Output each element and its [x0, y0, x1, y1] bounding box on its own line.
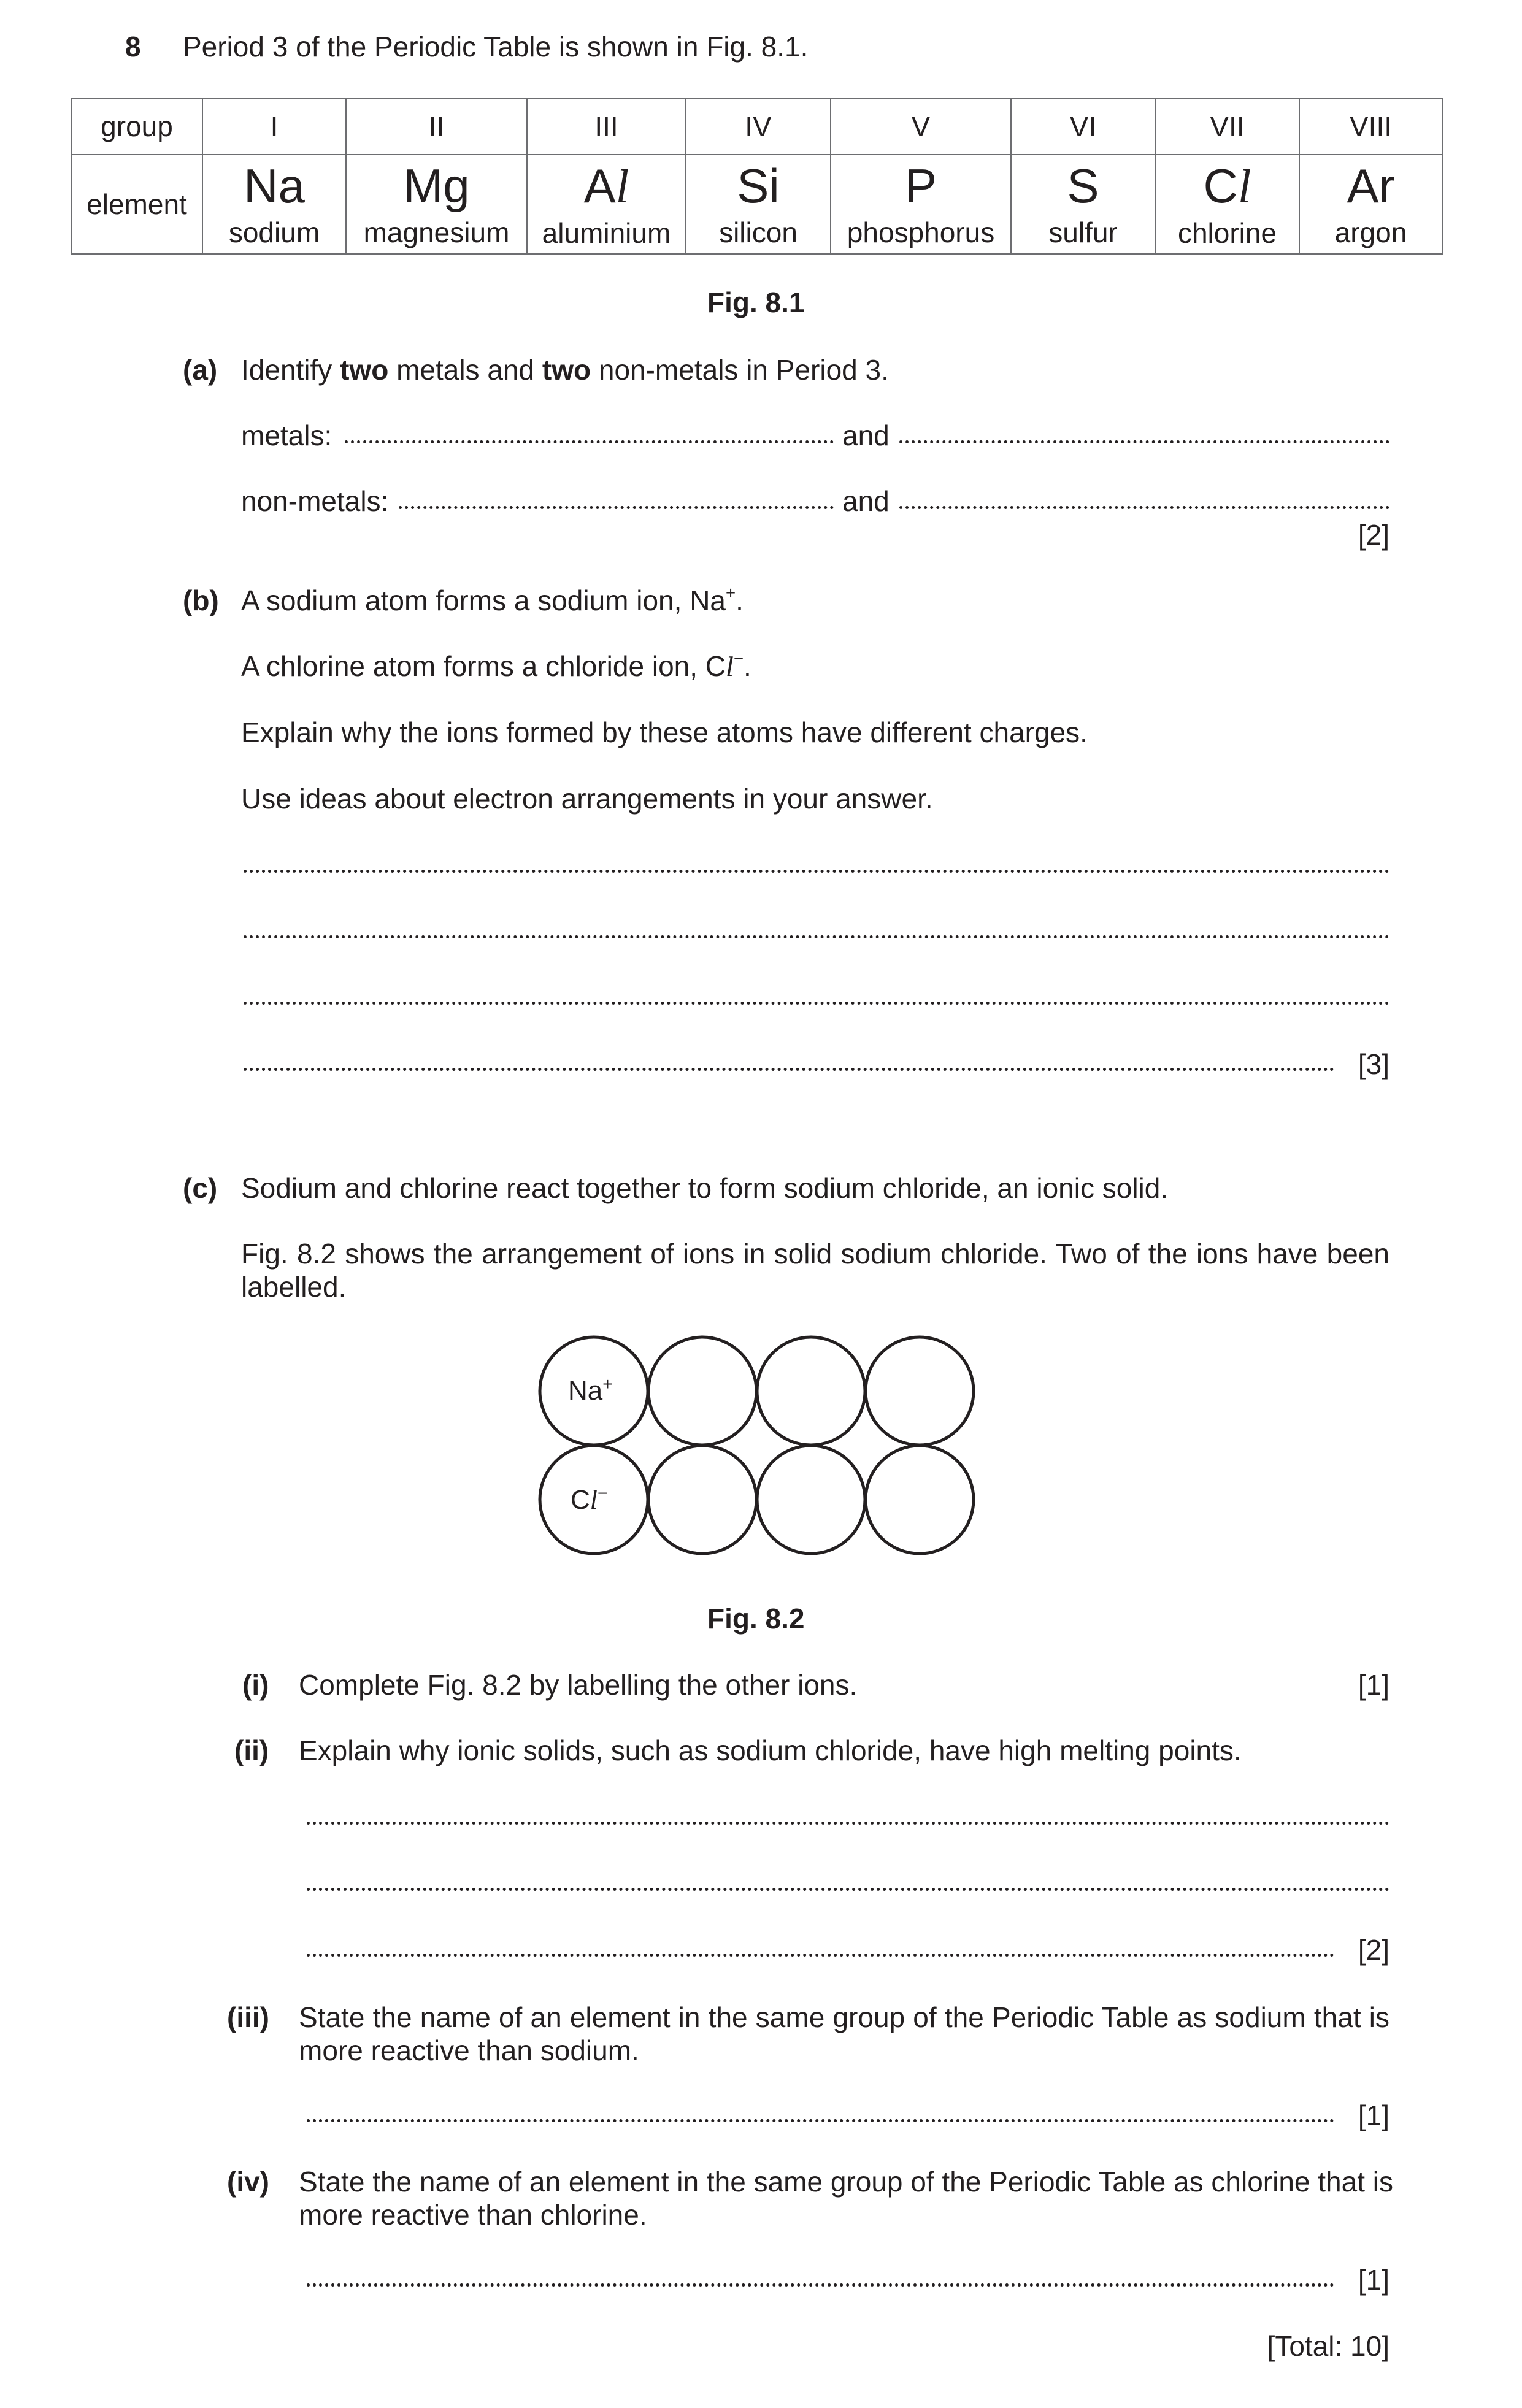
part-c-i-label: (i) — [242, 1669, 269, 1701]
part-b-line-4: Use ideas about electron arrangements in your answer. — [241, 783, 933, 815]
part-c-i-marks: [1] — [1358, 1669, 1389, 1701]
cl-ion-label: Cl− — [571, 1484, 608, 1515]
part-c-iv-label: (iv) — [227, 2166, 269, 2198]
part-c-iv-text-a: State the name of an element in the same group of the Periodic Table as chlorine that is — [299, 2166, 1394, 2198]
and-label: and — [842, 420, 890, 451]
ion-circle[interactable] — [866, 1446, 974, 1554]
ion-circle[interactable] — [757, 1446, 865, 1554]
element-name: aluminium — [542, 217, 671, 249]
part-c-ii-answer-line-3[interactable] — [307, 1954, 1334, 1957]
element-cell — [1011, 155, 1155, 254]
na-ion-label: Na+ — [568, 1375, 613, 1406]
part-a-marks: [2] — [1358, 519, 1389, 551]
part-c-iii-text-a: State the name of an element in the same group of the Periodic Table as sodium that is — [299, 2001, 1389, 2033]
part-c-ii-answer-line-2[interactable] — [307, 1888, 1389, 1891]
nonmetals-answer-line-1[interactable] — [399, 506, 834, 509]
element-name: sulfur — [1048, 217, 1118, 248]
part-b-answer-line-3[interactable] — [244, 1002, 1389, 1005]
group-cell: V — [831, 98, 1011, 155]
element-cell — [831, 155, 1011, 254]
element-symbol: P — [904, 159, 937, 213]
part-a-question: Identify two metals and two non-metals in Period 3. — [241, 354, 889, 386]
part-b-marks: [3] — [1358, 1048, 1389, 1080]
element-symbol: Al — [583, 158, 629, 213]
element-name: chlorine — [1177, 217, 1277, 249]
question-intro: Period 3 of the Periodic Table is shown in Fig. 8.1. — [183, 31, 809, 63]
ion-circle[interactable] — [757, 1337, 865, 1445]
total-marks: [Total: 10] — [1267, 2330, 1389, 2362]
part-c-i-text: Complete Fig. 8.2 by labelling the other ions. — [299, 1669, 858, 1701]
part-c-ii-label: (ii) — [234, 1735, 269, 1766]
table-row-element — [71, 155, 1442, 254]
metals-answer-line-1[interactable] — [345, 440, 834, 443]
part-c-ii-text: Explain why ionic solids, such as sodium chloride, have high melting points. — [299, 1735, 1242, 1766]
row-header-element: element — [71, 155, 202, 254]
nonmetals-answer-line-2[interactable] — [899, 506, 1389, 509]
part-c-line-2b: labelled. — [241, 1271, 347, 1303]
element-cell — [1299, 155, 1442, 254]
element-symbol: Si — [737, 159, 780, 213]
group-cell: IV — [686, 98, 831, 155]
element-symbol: Mg — [403, 159, 470, 213]
periodic-table-period-3 — [71, 98, 1443, 255]
part-b-label: (b) — [183, 585, 219, 616]
group-cell: VI — [1011, 98, 1155, 155]
part-c-line-2a: Fig. 8.2 shows the arrangement of ions in solid sodium chloride. Two of the ions have been — [241, 1238, 1389, 1270]
question-number: 8 — [125, 31, 141, 63]
element-cell — [686, 155, 831, 254]
group-cell: III — [527, 98, 686, 155]
element-cell — [527, 155, 686, 254]
nonmetals-label: non-metals: — [241, 485, 389, 517]
group-cell: VII — [1155, 98, 1299, 155]
group-cell: VIII — [1299, 98, 1442, 155]
element-cell — [202, 155, 346, 254]
part-b-line-2: A chlorine atom forms a chloride ion, Cl−. — [241, 648, 751, 682]
part-b-line-1: A sodium atom forms a sodium ion, Na+. — [241, 583, 744, 616]
metals-answer-line-2[interactable] — [899, 440, 1389, 443]
ion-circle[interactable] — [648, 1446, 756, 1554]
element-name: phosphorus — [847, 217, 995, 248]
ion-circle[interactable] — [648, 1337, 756, 1445]
ion-arrangement-diagram — [534, 1331, 975, 1564]
part-c-ii-marks: [2] — [1358, 1934, 1389, 1966]
part-c-ii-answer-line-1[interactable] — [307, 1822, 1389, 1825]
part-c-iv-marks: [1] — [1358, 2264, 1389, 2296]
element-name: silicon — [719, 217, 798, 248]
and-label: and — [842, 485, 890, 517]
group-cell: II — [346, 98, 527, 155]
part-b-answer-line-2[interactable] — [244, 935, 1389, 938]
part-c-line-1: Sodium and chlorine react together to form sodium chloride, an ionic solid. — [241, 1172, 1169, 1204]
fig-8-1-caption: Fig. 8.1 — [707, 286, 805, 318]
part-c-iv-answer-line[interactable] — [307, 2283, 1334, 2287]
element-cell — [346, 155, 527, 254]
fig-8-2-caption: Fig. 8.2 — [707, 1603, 805, 1635]
ion-circle[interactable] — [866, 1337, 974, 1445]
part-c-label: (c) — [183, 1172, 218, 1204]
element-symbol: Na — [244, 159, 305, 213]
element-name: argon — [1334, 217, 1407, 248]
row-header-group: group — [71, 98, 202, 155]
part-a-label: (a) — [183, 354, 218, 386]
element-name: magnesium — [363, 217, 510, 248]
part-c-iii-text-b: more reactive than sodium. — [299, 2034, 639, 2066]
part-b-answer-line-4[interactable] — [244, 1068, 1334, 1071]
part-c-iii-marks: [1] — [1358, 2099, 1389, 2131]
part-c-iv-text-b: more reactive than chlorine. — [299, 2199, 647, 2231]
part-c-iii-label: (iii) — [227, 2001, 269, 2033]
element-symbol: Ar — [1347, 159, 1395, 213]
part-c-iii-answer-line[interactable] — [307, 2119, 1334, 2122]
group-cell: I — [202, 98, 346, 155]
part-b-line-3: Explain why the ions formed by these atoms have different charges. — [241, 716, 1088, 748]
metals-label: metals: — [241, 420, 332, 451]
table-row-group — [71, 98, 1442, 155]
element-symbol: Cl — [1203, 158, 1251, 213]
part-b-answer-line-1[interactable] — [244, 870, 1389, 873]
element-cell — [1155, 155, 1299, 254]
element-name: sodium — [228, 217, 320, 248]
element-symbol: S — [1067, 159, 1099, 213]
